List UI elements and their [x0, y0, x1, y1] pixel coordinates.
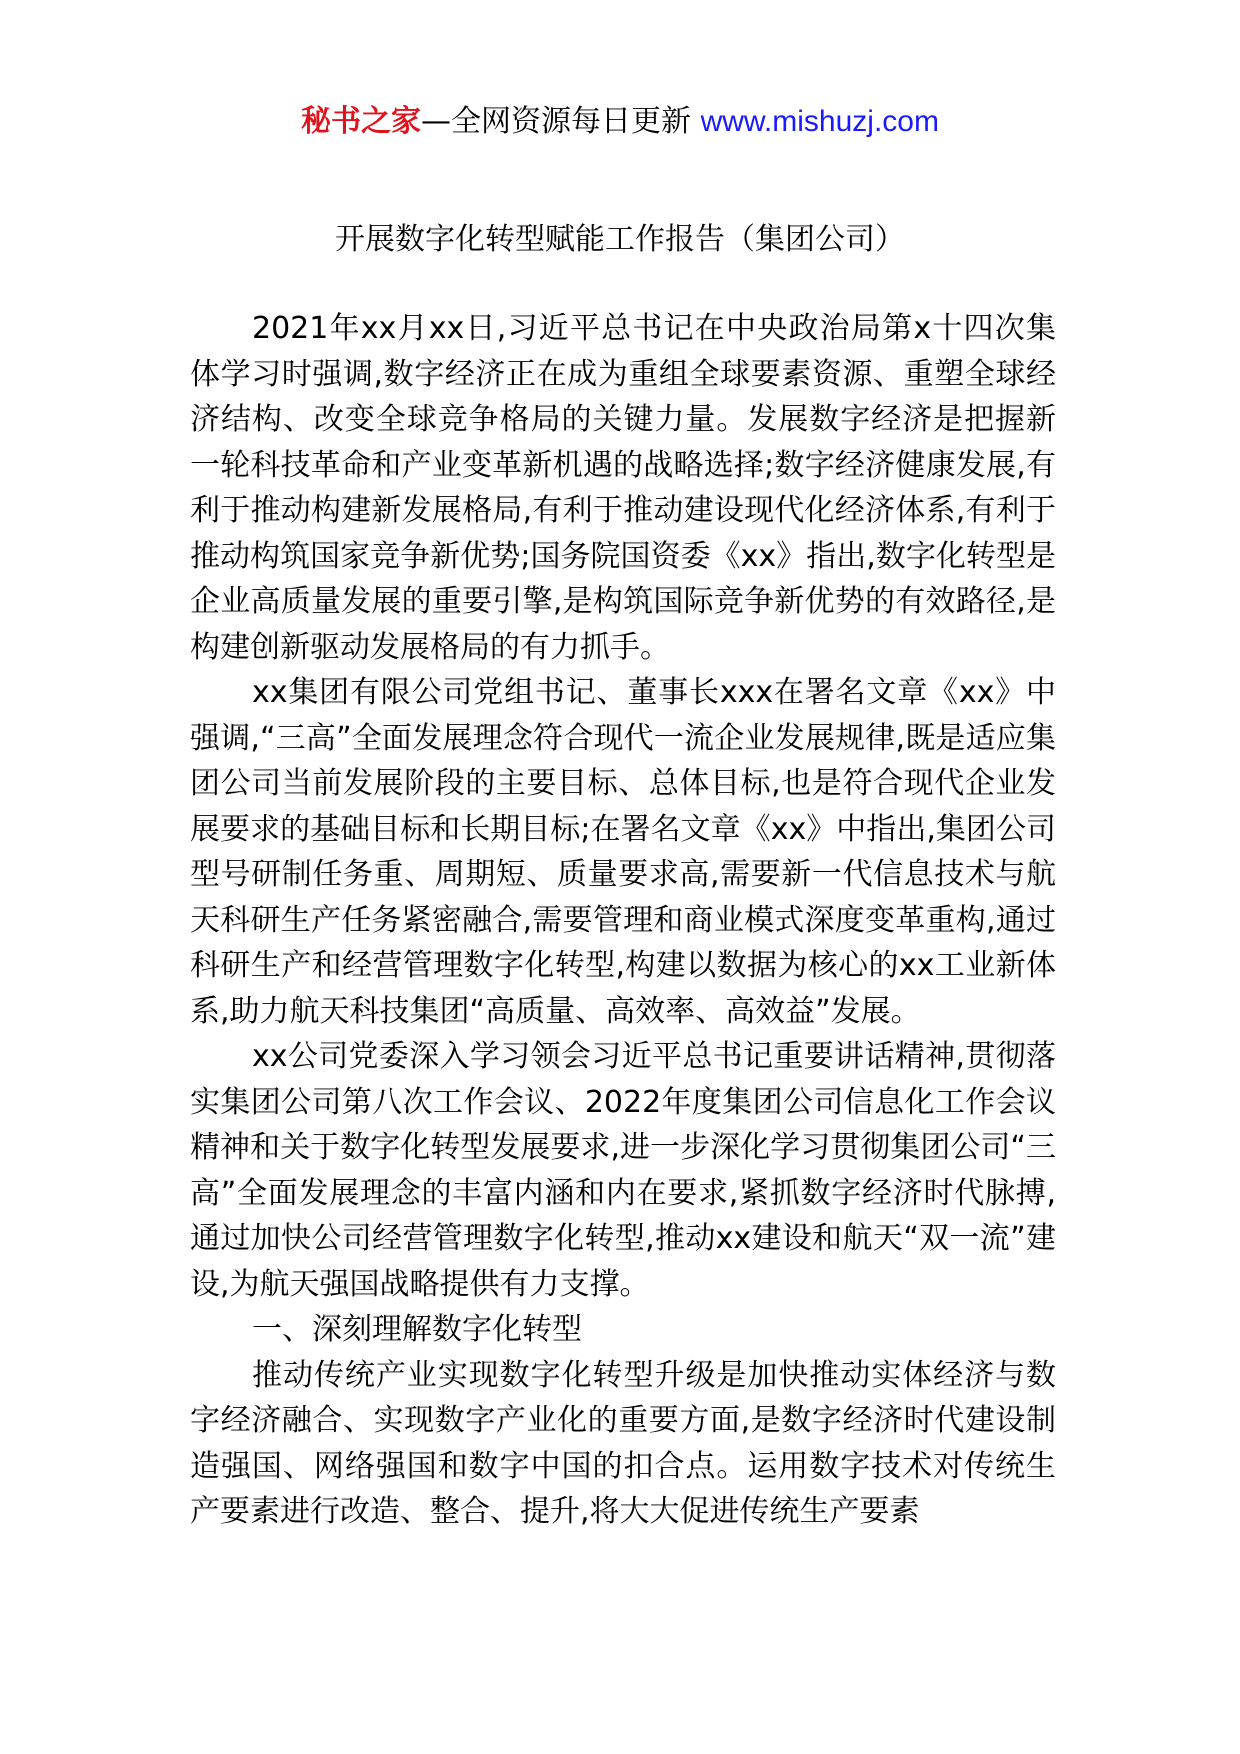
document-title: 开展数字化转型赋能工作报告（集团公司） — [335, 222, 905, 257]
document-body — [190, 306, 1056, 1535]
header-tagline: —全网资源每日更新 — [421, 104, 701, 139]
body-paragraph-3: xx公司党委深入学习领会习近平总书记重要讲话精神,贯彻落实集团公司第八次工作会议、2022年度集团公司信息化工作会议精神和关于数字化转型发展要求,进一步深化学习贯彻集团公司“三高”全面发展理念的丰富内涵和内在要求,紧抓数字经济时代脉搏,通过加快公司经营管理数字化转型,推动xx建设和航天“双一流”建设,为航天强国战略提供有力支撑。 — [190, 1039, 1056, 1302]
watermark-header — [0, 100, 1240, 144]
body-paragraph-2: xx集团有限公司党组书记、董事长xxx在署名文章《xx》中强调,“三高”全面发展理念符合现代一流企业发展规律,既是适应集团公司当前发展阶段的主要目标、总体目标,也是符合现代企业发展要求的基础目标和长期目标;在署名文章《xx》中指出,集团公司型号研制任务重、周期短、质量要求高,需要新一代信息技术与航天科研生产任务紧密融合,需要管理和商业模式深度变革重构,通过科研生产和经营管理数字化转型,构建以数据为核心的xx工业新体系,助力航天科技集团“高质量、高效率、高效益”发展。 — [190, 675, 1056, 1029]
brand-name: 秘书之家 — [301, 104, 422, 139]
body-paragraph-1: 2021年xx月xx日,习近平总书记在中央政治局第x十四次集体学习时强调,数字经济正在成为重组全球要素资源、重塑全球经济结构、改变全球竞争格局的关键力量。发展数字经济是把握新一轮科技革命和产业变革新机遇的战略选择;数字经济健康发展,有利于推动构建新发展格局,有利于推动建设现代化经济体系,有利于推动构筑国家竞争新优势;国务院国资委《xx》指出,数字化转型是企业高质量发展的重要引擎,是构筑国际竞争新优势的有效路径,是构建创新驱动发展格局的有力抓手。 — [190, 311, 1056, 665]
section-paragraph: 推动传统产业实现数字化转型升级是加快推动实体经济与数字经济融合、实现数字产业化的重要方面,是数字经济时代建设制造强国、网络强国和数字中国的扣合点。运用数字技术对传统生产要素进行改造、整合、提升,将大大促进传统生产要素 — [190, 1357, 1056, 1529]
section-heading: 一、深刻理解数字化转型 — [252, 1312, 582, 1347]
site-url-link[interactable]: www.mishuzj.com — [700, 105, 939, 138]
